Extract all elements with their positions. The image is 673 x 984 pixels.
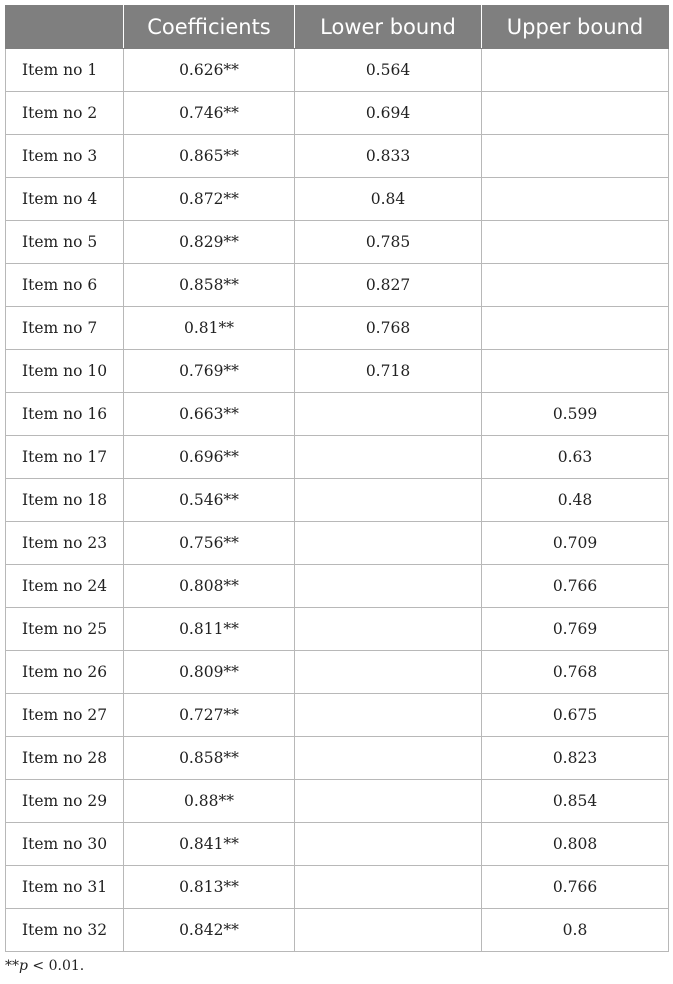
row-item-cell: Item no 5 bbox=[6, 221, 124, 264]
row-item-cell: Item no 26 bbox=[6, 651, 124, 694]
table-row bbox=[6, 178, 669, 221]
row-item-cell: Item no 10 bbox=[6, 350, 124, 393]
row-upper-bound-cell: 0.769 bbox=[482, 608, 669, 651]
row-item-cell: Item no 6 bbox=[6, 264, 124, 307]
row-item-cell: Item no 18 bbox=[6, 479, 124, 522]
row-upper-bound-cell: 0.854 bbox=[482, 780, 669, 823]
table-row bbox=[6, 694, 669, 737]
row-upper-bound-cell: 0.675 bbox=[482, 694, 669, 737]
row-coefficient-cell: 0.872** bbox=[124, 178, 295, 221]
row-lower-bound-cell bbox=[295, 479, 482, 522]
row-lower-bound-cell bbox=[295, 737, 482, 780]
row-item-cell: Item no 23 bbox=[6, 522, 124, 565]
row-coefficient-cell: 0.769** bbox=[124, 350, 295, 393]
row-coefficient-cell: 0.756** bbox=[124, 522, 295, 565]
row-item-cell: Item no 1 bbox=[6, 49, 124, 92]
table-row bbox=[6, 823, 669, 866]
row-coefficient-cell: 0.808** bbox=[124, 565, 295, 608]
row-upper-bound-cell bbox=[482, 264, 669, 307]
table-row bbox=[6, 479, 669, 522]
table-footnote bbox=[5, 958, 668, 974]
table-row bbox=[6, 264, 669, 307]
footnote-p-symbol: p bbox=[19, 958, 28, 974]
row-lower-bound-cell bbox=[295, 565, 482, 608]
table-row bbox=[6, 651, 669, 694]
row-upper-bound-cell: 0.768 bbox=[482, 651, 669, 694]
table-row bbox=[6, 135, 669, 178]
row-coefficient-cell: 0.858** bbox=[124, 737, 295, 780]
row-coefficient-cell: 0.829** bbox=[124, 221, 295, 264]
footnote-text: < 0.01. bbox=[27, 958, 85, 974]
footnote-marker: ** bbox=[5, 958, 19, 974]
table-row bbox=[6, 307, 669, 350]
row-coefficient-cell: 0.88** bbox=[124, 780, 295, 823]
table-row bbox=[6, 221, 669, 264]
row-lower-bound-cell bbox=[295, 522, 482, 565]
row-item-cell: Item no 4 bbox=[6, 178, 124, 221]
row-coefficient-cell: 0.813** bbox=[124, 866, 295, 909]
row-item-cell: Item no 24 bbox=[6, 565, 124, 608]
table-row bbox=[6, 608, 669, 651]
row-lower-bound-cell bbox=[295, 393, 482, 436]
coefficients-table bbox=[5, 5, 669, 952]
row-upper-bound-cell: 0.808 bbox=[482, 823, 669, 866]
table-container bbox=[5, 5, 668, 974]
table-row bbox=[6, 92, 669, 135]
row-item-cell: Item no 32 bbox=[6, 909, 124, 952]
row-upper-bound-cell: 0.599 bbox=[482, 393, 669, 436]
row-upper-bound-cell: 0.63 bbox=[482, 436, 669, 479]
table-row bbox=[6, 565, 669, 608]
row-item-cell: Item no 25 bbox=[6, 608, 124, 651]
row-upper-bound-cell: 0.766 bbox=[482, 565, 669, 608]
table-body bbox=[6, 49, 669, 952]
row-lower-bound-cell bbox=[295, 608, 482, 651]
row-item-cell: Item no 31 bbox=[6, 866, 124, 909]
row-upper-bound-cell: 0.766 bbox=[482, 866, 669, 909]
row-lower-bound-cell: 0.833 bbox=[295, 135, 482, 178]
row-coefficient-cell: 0.841** bbox=[124, 823, 295, 866]
row-upper-bound-cell bbox=[482, 178, 669, 221]
row-lower-bound-cell: 0.827 bbox=[295, 264, 482, 307]
row-item-cell: Item no 27 bbox=[6, 694, 124, 737]
row-lower-bound-cell bbox=[295, 780, 482, 823]
row-lower-bound-cell bbox=[295, 909, 482, 952]
row-coefficient-cell: 0.811** bbox=[124, 608, 295, 651]
table-header-row bbox=[6, 6, 669, 49]
row-lower-bound-cell bbox=[295, 651, 482, 694]
table-row bbox=[6, 49, 669, 92]
row-lower-bound-cell: 0.694 bbox=[295, 92, 482, 135]
row-item-cell: Item no 16 bbox=[6, 393, 124, 436]
row-coefficient-cell: 0.746** bbox=[124, 92, 295, 135]
row-coefficient-cell: 0.626** bbox=[124, 49, 295, 92]
header-lower-bound: Lower bound bbox=[295, 6, 482, 49]
row-coefficient-cell: 0.842** bbox=[124, 909, 295, 952]
table-row bbox=[6, 780, 669, 823]
row-item-cell: Item no 28 bbox=[6, 737, 124, 780]
row-coefficient-cell: 0.809** bbox=[124, 651, 295, 694]
row-lower-bound-cell bbox=[295, 823, 482, 866]
header-item bbox=[6, 6, 124, 49]
row-lower-bound-cell: 0.564 bbox=[295, 49, 482, 92]
row-lower-bound-cell: 0.718 bbox=[295, 350, 482, 393]
row-lower-bound-cell: 0.768 bbox=[295, 307, 482, 350]
row-item-cell: Item no 3 bbox=[6, 135, 124, 178]
row-lower-bound-cell: 0.785 bbox=[295, 221, 482, 264]
row-upper-bound-cell bbox=[482, 221, 669, 264]
row-lower-bound-cell bbox=[295, 866, 482, 909]
header-coefficients: Coefficients bbox=[124, 6, 295, 49]
row-coefficient-cell: 0.546** bbox=[124, 479, 295, 522]
row-coefficient-cell: 0.81** bbox=[124, 307, 295, 350]
table-row bbox=[6, 737, 669, 780]
row-upper-bound-cell bbox=[482, 350, 669, 393]
row-coefficient-cell: 0.696** bbox=[124, 436, 295, 479]
row-coefficient-cell: 0.663** bbox=[124, 393, 295, 436]
row-item-cell: Item no 30 bbox=[6, 823, 124, 866]
row-upper-bound-cell: 0.709 bbox=[482, 522, 669, 565]
table-row bbox=[6, 393, 669, 436]
table-row bbox=[6, 522, 669, 565]
row-lower-bound-cell: 0.84 bbox=[295, 178, 482, 221]
row-upper-bound-cell bbox=[482, 135, 669, 178]
row-coefficient-cell: 0.858** bbox=[124, 264, 295, 307]
row-coefficient-cell: 0.727** bbox=[124, 694, 295, 737]
table-row bbox=[6, 436, 669, 479]
row-upper-bound-cell: 0.823 bbox=[482, 737, 669, 780]
row-item-cell: Item no 29 bbox=[6, 780, 124, 823]
row-item-cell: Item no 7 bbox=[6, 307, 124, 350]
table-row bbox=[6, 909, 669, 952]
row-lower-bound-cell bbox=[295, 694, 482, 737]
table-row bbox=[6, 866, 669, 909]
row-upper-bound-cell: 0.48 bbox=[482, 479, 669, 522]
row-item-cell: Item no 2 bbox=[6, 92, 124, 135]
row-upper-bound-cell bbox=[482, 92, 669, 135]
row-upper-bound-cell bbox=[482, 49, 669, 92]
row-upper-bound-cell: 0.8 bbox=[482, 909, 669, 952]
row-item-cell: Item no 17 bbox=[6, 436, 124, 479]
row-lower-bound-cell bbox=[295, 436, 482, 479]
row-upper-bound-cell bbox=[482, 307, 669, 350]
row-coefficient-cell: 0.865** bbox=[124, 135, 295, 178]
header-upper-bound: Upper bound bbox=[482, 6, 669, 49]
table-row bbox=[6, 350, 669, 393]
